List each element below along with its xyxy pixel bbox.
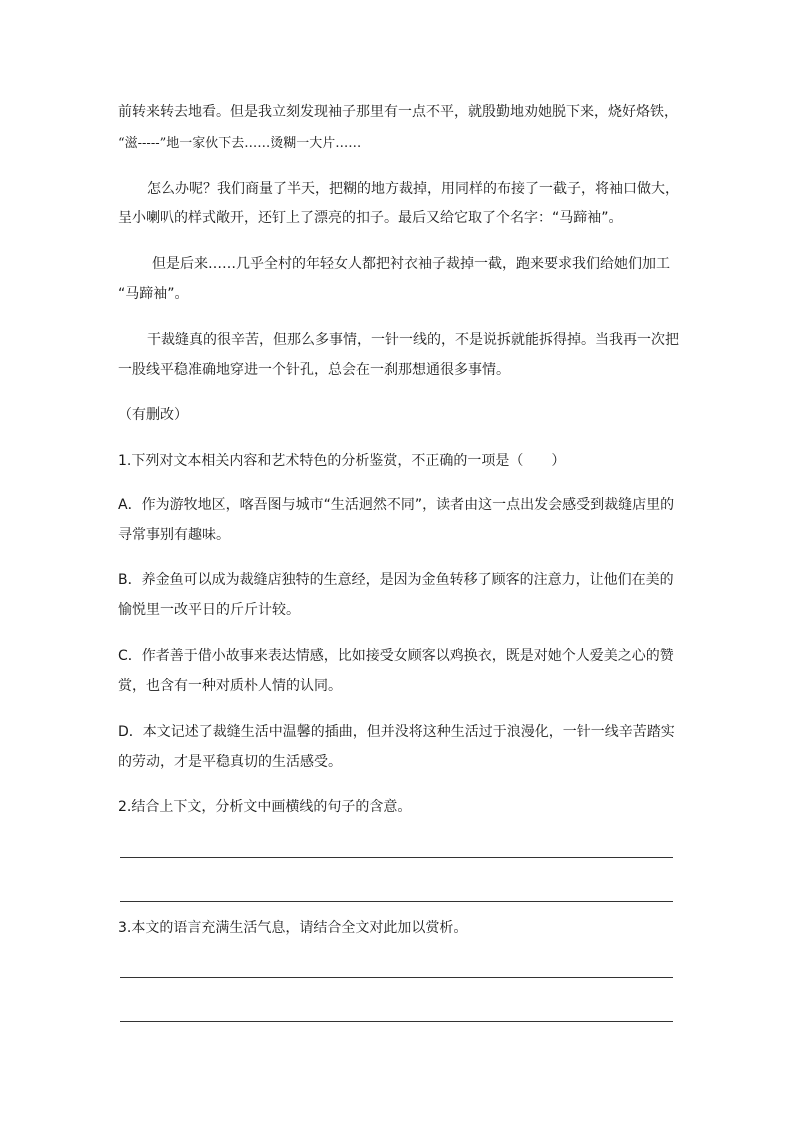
- passage-paragraph-4-line-2: 一股线平稳准确地穿进一个针孔，总会在一刹那想通很多事情。: [118, 362, 510, 378]
- passage-paragraph-2-line-1: 怎么办呢？我们商量了半天，把糊的地方裁掉，用同样的布接了一截子，将袖口做大，: [147, 181, 679, 197]
- option-a-line-2: 寻常事别有趣味。: [118, 527, 230, 543]
- question-2-stem: 2.结合上下文，分析文中画横线的句子的含意。: [118, 799, 412, 815]
- option-b-line-1: B．养金鱼可以成为裁缝店独特的生意经，是因为金鱼转移了顾客的注意力，让他们在美的: [118, 572, 674, 588]
- question-1-stem: 1.下列对文本相关内容和艺术特色的分析鉴赏，不正确的一项是（ ）: [118, 453, 566, 469]
- passage-paragraph-1-line-2: “滋-----”地一家伙下去……烫糊一大片……: [118, 136, 362, 151]
- passage-paragraph-2-line-2: 呈小喇叭的样式敞开，还钉上了漂亮的扣子。最后又给它取了个名字：“马蹄袖”。: [118, 210, 623, 226]
- passage-paragraph-1-line-1: 前转来转去地看。但是我立刻发现袖子那里有一点不平，就殷勤地劝她脱下来，烧好烙铁，: [118, 104, 678, 120]
- option-b-line-2: 愉悦里一改平日的斤斤计较。: [118, 602, 300, 618]
- answer-line[interactable]: [120, 1021, 673, 1022]
- question-3-stem: 3.本文的语言充满生活气息，请结合全文对此加以赏析。: [118, 920, 468, 936]
- passage-paragraph-3-line-1: 但是后来……几乎全村的年轻女人都把衬衣袖子裁掉一截，跑来要求我们给她们加工: [152, 256, 670, 272]
- option-a-line-1: A．作为游牧地区，喀吾图与城市“生活迥然不同”，读者由这一点出发会感受到裁缝店里的: [118, 497, 675, 513]
- option-d-line-1: D．本文记述了裁缝生活中温馨的插曲，但并没将这种生活过于浪漫化，一针一线辛苦踏实: [118, 724, 675, 740]
- option-c-line-2: 赏，也含有一种对质朴人情的认同。: [118, 678, 342, 694]
- passage-paragraph-3-line-2: “马蹄袖”。: [118, 286, 189, 302]
- option-d-line-2: 的劳动，才是平稳真切的生活感受。: [118, 754, 342, 770]
- answer-line[interactable]: [120, 857, 673, 858]
- answer-line[interactable]: [120, 977, 673, 978]
- passage-paragraph-4-line-1: 干裁缝真的很辛苦，但那么多事情，一针一线的，不是说拆就能拆得掉。当我再一次把: [147, 332, 679, 348]
- source-note: （有删改）: [118, 407, 188, 423]
- option-c-line-1: C．作者善于借小故事来表达情感，比如接受女顾客以鸡换衣，既是对她个人爱美之心的赞: [118, 648, 674, 664]
- answer-line[interactable]: [120, 901, 673, 902]
